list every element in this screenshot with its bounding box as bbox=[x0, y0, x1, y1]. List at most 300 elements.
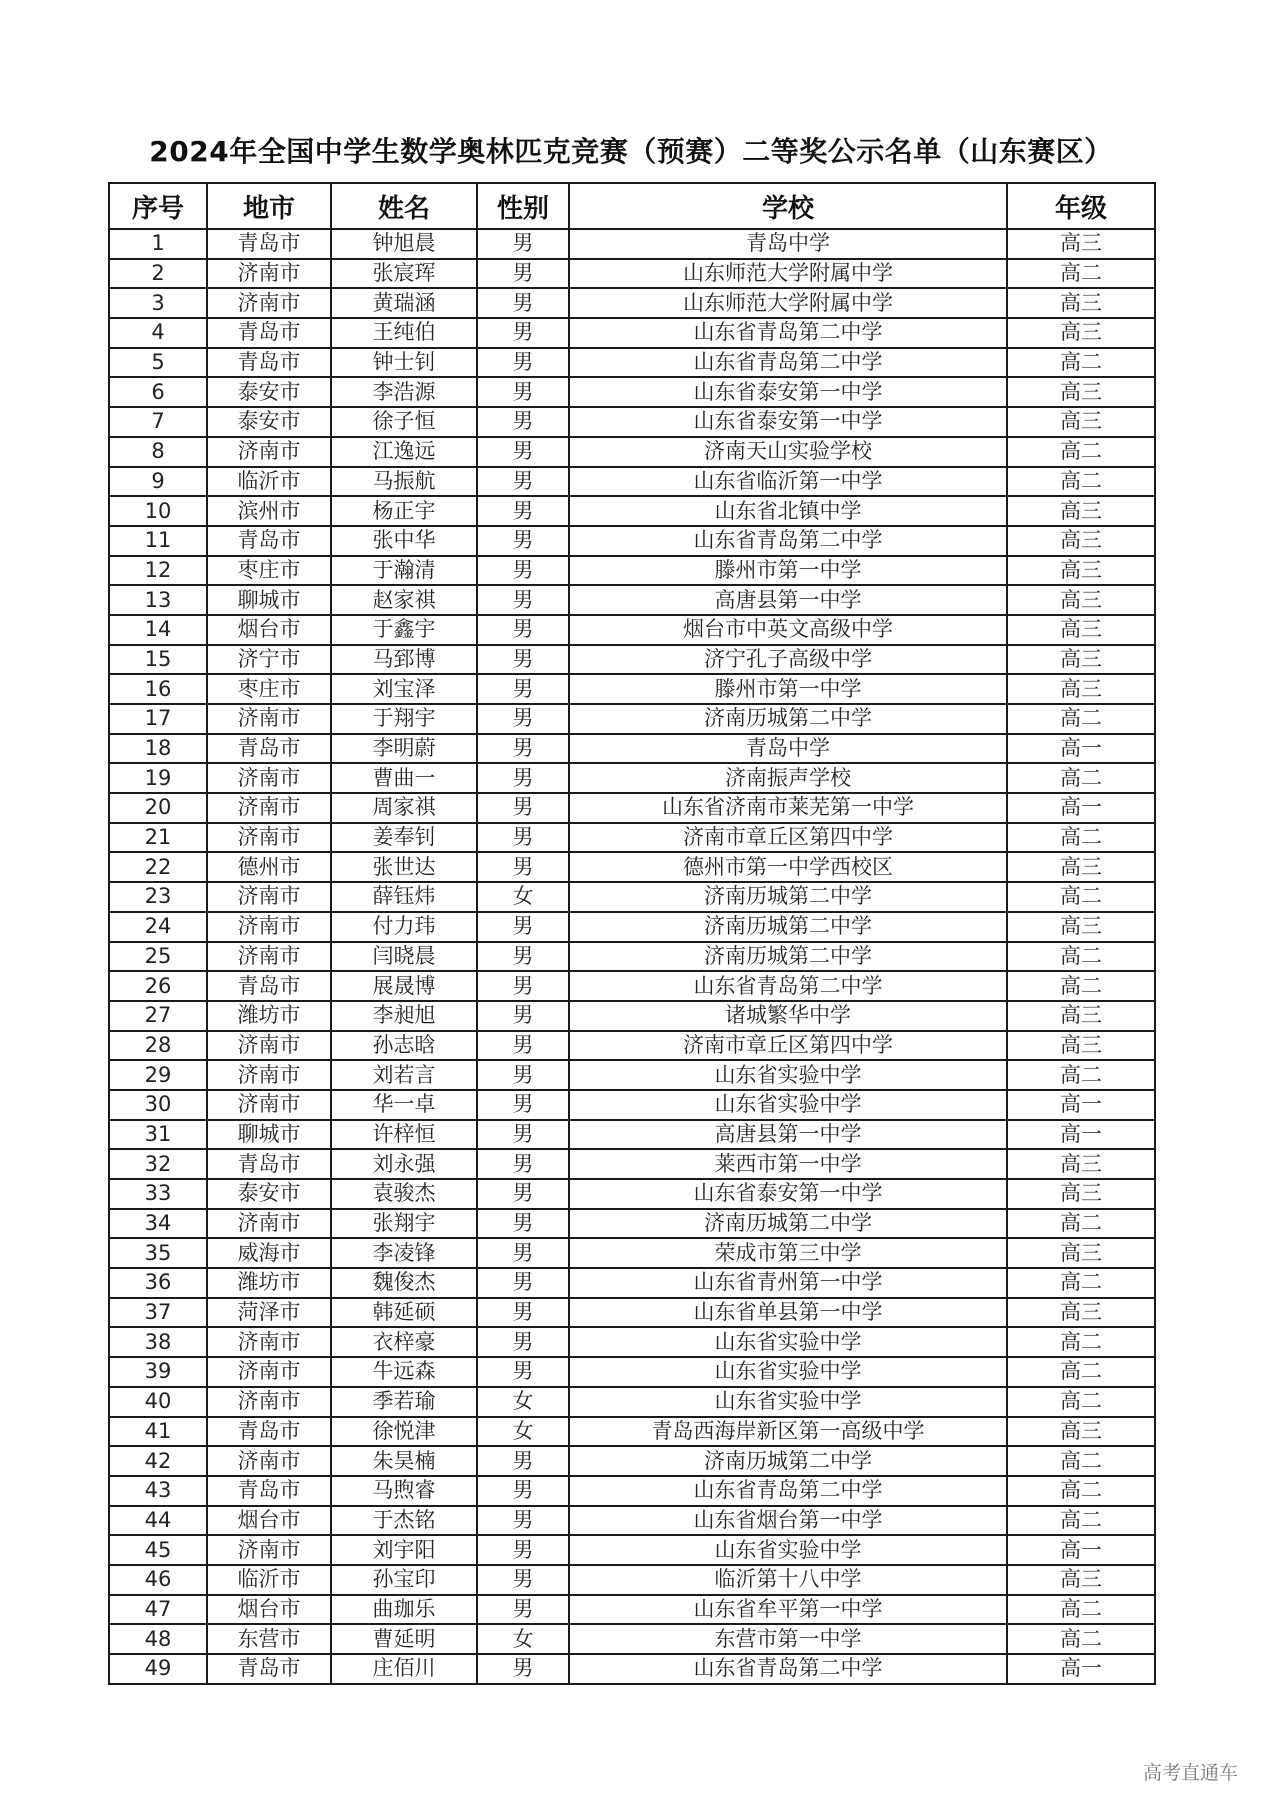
cell-serial: 7 bbox=[109, 407, 207, 437]
cell-grade: 高二 bbox=[1007, 1209, 1155, 1239]
cell-serial: 22 bbox=[109, 852, 207, 882]
cell-name: 李明蔚 bbox=[331, 734, 477, 764]
cell-name: 衣梓豪 bbox=[331, 1327, 477, 1357]
cell-serial: 41 bbox=[109, 1417, 207, 1447]
cell-gender: 男 bbox=[477, 734, 569, 764]
cell-school: 山东省青岛第二中学 bbox=[569, 1476, 1007, 1506]
cell-grade: 高三 bbox=[1007, 1417, 1155, 1447]
table-row bbox=[109, 1595, 1155, 1625]
cell-city: 烟台市 bbox=[207, 1506, 331, 1536]
cell-name: 李浩源 bbox=[331, 377, 477, 407]
cell-city: 青岛市 bbox=[207, 1654, 331, 1684]
cell-gender: 男 bbox=[477, 259, 569, 289]
cell-name: 江逸远 bbox=[331, 437, 477, 467]
cell-school: 东营市第一中学 bbox=[569, 1624, 1007, 1654]
table-row bbox=[109, 1357, 1155, 1387]
table-row bbox=[109, 734, 1155, 764]
table-row bbox=[109, 496, 1155, 526]
page-title: 2024年全国中学生数学奥林匹克竞赛（预赛）二等奖公示名单（山东赛区） bbox=[149, 135, 1113, 168]
cell-school: 烟台市中英文高级中学 bbox=[569, 615, 1007, 645]
cell-gender: 男 bbox=[477, 1209, 569, 1239]
cell-grade: 高三 bbox=[1007, 288, 1155, 318]
cell-gender: 男 bbox=[477, 1327, 569, 1357]
cell-name: 季若瑜 bbox=[331, 1387, 477, 1417]
cell-name: 薛钰炜 bbox=[331, 882, 477, 912]
cell-name: 李凌锋 bbox=[331, 1238, 477, 1268]
cell-grade: 高二 bbox=[1007, 1060, 1155, 1090]
cell-grade: 高三 bbox=[1007, 229, 1155, 259]
cell-school: 山东省实验中学 bbox=[569, 1090, 1007, 1120]
table-row bbox=[109, 585, 1155, 615]
cell-city: 济南市 bbox=[207, 763, 331, 793]
cell-gender: 男 bbox=[477, 1357, 569, 1387]
cell-gender: 男 bbox=[477, 852, 569, 882]
cell-serial: 42 bbox=[109, 1446, 207, 1476]
cell-city: 枣庄市 bbox=[207, 674, 331, 704]
table-row bbox=[109, 229, 1155, 259]
cell-serial: 26 bbox=[109, 971, 207, 1001]
cell-serial: 16 bbox=[109, 674, 207, 704]
cell-name: 闫晓晨 bbox=[331, 942, 477, 972]
table-row bbox=[109, 971, 1155, 1001]
cell-grade: 高二 bbox=[1007, 348, 1155, 378]
cell-school: 荣成市第三中学 bbox=[569, 1238, 1007, 1268]
cell-grade: 高三 bbox=[1007, 377, 1155, 407]
cell-grade: 高二 bbox=[1007, 1327, 1155, 1357]
table-row bbox=[109, 259, 1155, 289]
cell-school: 高唐县第一中学 bbox=[569, 1120, 1007, 1150]
cell-serial: 28 bbox=[109, 1031, 207, 1061]
table-row bbox=[109, 1120, 1155, 1150]
cell-city: 济南市 bbox=[207, 1446, 331, 1476]
cell-serial: 47 bbox=[109, 1595, 207, 1625]
cell-city: 聊城市 bbox=[207, 585, 331, 615]
cell-grade: 高二 bbox=[1007, 1357, 1155, 1387]
cell-school: 德州市第一中学西校区 bbox=[569, 852, 1007, 882]
cell-serial: 23 bbox=[109, 882, 207, 912]
cell-city: 烟台市 bbox=[207, 1595, 331, 1625]
cell-serial: 40 bbox=[109, 1387, 207, 1417]
cell-school: 山东省泰安第一中学 bbox=[569, 1179, 1007, 1209]
cell-school: 山东省青岛第二中学 bbox=[569, 526, 1007, 556]
cell-city: 青岛市 bbox=[207, 526, 331, 556]
cell-name: 曲珈乐 bbox=[331, 1595, 477, 1625]
table-row bbox=[109, 1535, 1155, 1565]
header-school: 学校 bbox=[569, 183, 1007, 229]
cell-name: 马振航 bbox=[331, 467, 477, 497]
table-row bbox=[109, 437, 1155, 467]
cell-serial: 4 bbox=[109, 318, 207, 348]
cell-gender: 男 bbox=[477, 793, 569, 823]
cell-school: 山东省青州第一中学 bbox=[569, 1268, 1007, 1298]
cell-gender: 男 bbox=[477, 1535, 569, 1565]
cell-city: 济南市 bbox=[207, 288, 331, 318]
cell-gender: 男 bbox=[477, 1179, 569, 1209]
table-row bbox=[109, 1268, 1155, 1298]
cell-name: 华一卓 bbox=[331, 1090, 477, 1120]
watermark: 高考直通车 bbox=[1143, 1762, 1239, 1784]
table-body bbox=[109, 229, 1155, 1684]
cell-serial: 49 bbox=[109, 1654, 207, 1684]
cell-city: 泰安市 bbox=[207, 377, 331, 407]
cell-school: 山东省实验中学 bbox=[569, 1357, 1007, 1387]
cell-name: 刘宝泽 bbox=[331, 674, 477, 704]
cell-serial: 34 bbox=[109, 1209, 207, 1239]
cell-name: 孙宝印 bbox=[331, 1565, 477, 1595]
cell-gender: 男 bbox=[477, 971, 569, 1001]
cell-name: 魏俊杰 bbox=[331, 1268, 477, 1298]
table-row bbox=[109, 852, 1155, 882]
cell-city: 济南市 bbox=[207, 942, 331, 972]
table-row bbox=[109, 942, 1155, 972]
cell-grade: 高二 bbox=[1007, 971, 1155, 1001]
cell-city: 青岛市 bbox=[207, 318, 331, 348]
table-row bbox=[109, 1387, 1155, 1417]
cell-grade: 高三 bbox=[1007, 496, 1155, 526]
cell-name: 朱昊楠 bbox=[331, 1446, 477, 1476]
table-row bbox=[109, 1090, 1155, 1120]
cell-grade: 高三 bbox=[1007, 674, 1155, 704]
cell-city: 青岛市 bbox=[207, 1476, 331, 1506]
table-row bbox=[109, 348, 1155, 378]
cell-school: 济南历城第二中学 bbox=[569, 942, 1007, 972]
cell-city: 烟台市 bbox=[207, 615, 331, 645]
table-row bbox=[109, 1238, 1155, 1268]
cell-name: 庄佰川 bbox=[331, 1654, 477, 1684]
cell-gender: 男 bbox=[477, 1595, 569, 1625]
cell-gender: 男 bbox=[477, 407, 569, 437]
cell-grade: 高三 bbox=[1007, 1565, 1155, 1595]
cell-serial: 32 bbox=[109, 1149, 207, 1179]
award-list-table bbox=[108, 182, 1156, 1685]
table-row bbox=[109, 645, 1155, 675]
cell-city: 济南市 bbox=[207, 1060, 331, 1090]
cell-serial: 18 bbox=[109, 734, 207, 764]
cell-city: 威海市 bbox=[207, 1238, 331, 1268]
cell-city: 济宁市 bbox=[207, 645, 331, 675]
cell-serial: 30 bbox=[109, 1090, 207, 1120]
cell-name: 孙志晗 bbox=[331, 1031, 477, 1061]
table-row bbox=[109, 1624, 1155, 1654]
cell-city: 济南市 bbox=[207, 1357, 331, 1387]
cell-grade: 高三 bbox=[1007, 585, 1155, 615]
cell-grade: 高二 bbox=[1007, 704, 1155, 734]
cell-gender: 男 bbox=[477, 674, 569, 704]
cell-city: 济南市 bbox=[207, 1535, 331, 1565]
cell-city: 临沂市 bbox=[207, 467, 331, 497]
cell-school: 山东省北镇中学 bbox=[569, 496, 1007, 526]
cell-grade: 高三 bbox=[1007, 1031, 1155, 1061]
cell-gender: 男 bbox=[477, 645, 569, 675]
cell-name: 付力玮 bbox=[331, 912, 477, 942]
cell-serial: 14 bbox=[109, 615, 207, 645]
cell-serial: 12 bbox=[109, 556, 207, 586]
cell-grade: 高三 bbox=[1007, 1001, 1155, 1031]
cell-name: 展晟博 bbox=[331, 971, 477, 1001]
cell-city: 青岛市 bbox=[207, 229, 331, 259]
cell-school: 滕州市第一中学 bbox=[569, 674, 1007, 704]
cell-school: 山东师范大学附属中学 bbox=[569, 259, 1007, 289]
table-row bbox=[109, 763, 1155, 793]
cell-serial: 10 bbox=[109, 496, 207, 526]
cell-name: 周家祺 bbox=[331, 793, 477, 823]
table-row bbox=[109, 1298, 1155, 1328]
cell-school: 山东省实验中学 bbox=[569, 1327, 1007, 1357]
cell-school: 山东省实验中学 bbox=[569, 1060, 1007, 1090]
cell-gender: 男 bbox=[477, 823, 569, 853]
cell-grade: 高三 bbox=[1007, 1298, 1155, 1328]
cell-school: 济南市章丘区第四中学 bbox=[569, 823, 1007, 853]
cell-grade: 高一 bbox=[1007, 1090, 1155, 1120]
cell-school: 济南天山实验学校 bbox=[569, 437, 1007, 467]
cell-serial: 31 bbox=[109, 1120, 207, 1150]
cell-name: 钟士钊 bbox=[331, 348, 477, 378]
cell-name: 刘永强 bbox=[331, 1149, 477, 1179]
cell-name: 于杰铭 bbox=[331, 1506, 477, 1536]
cell-city: 济南市 bbox=[207, 912, 331, 942]
cell-school: 山东省实验中学 bbox=[569, 1535, 1007, 1565]
cell-grade: 高二 bbox=[1007, 942, 1155, 972]
cell-grade: 高一 bbox=[1007, 1120, 1155, 1150]
cell-city: 青岛市 bbox=[207, 348, 331, 378]
cell-gender: 男 bbox=[477, 288, 569, 318]
cell-serial: 38 bbox=[109, 1327, 207, 1357]
cell-serial: 45 bbox=[109, 1535, 207, 1565]
cell-grade: 高二 bbox=[1007, 1387, 1155, 1417]
cell-gender: 男 bbox=[477, 1001, 569, 1031]
cell-grade: 高三 bbox=[1007, 1149, 1155, 1179]
cell-city: 滨州市 bbox=[207, 496, 331, 526]
table-row bbox=[109, 823, 1155, 853]
cell-city: 济南市 bbox=[207, 704, 331, 734]
cell-gender: 男 bbox=[477, 1090, 569, 1120]
cell-serial: 39 bbox=[109, 1357, 207, 1387]
cell-name: 赵家祺 bbox=[331, 585, 477, 615]
cell-serial: 8 bbox=[109, 437, 207, 467]
cell-name: 张世达 bbox=[331, 852, 477, 882]
cell-city: 聊城市 bbox=[207, 1120, 331, 1150]
cell-grade: 高一 bbox=[1007, 734, 1155, 764]
cell-grade: 高三 bbox=[1007, 615, 1155, 645]
table-row bbox=[109, 1209, 1155, 1239]
cell-serial: 15 bbox=[109, 645, 207, 675]
table-row bbox=[109, 674, 1155, 704]
cell-gender: 男 bbox=[477, 1446, 569, 1476]
cell-gender: 女 bbox=[477, 882, 569, 912]
cell-city: 青岛市 bbox=[207, 1149, 331, 1179]
cell-city: 菏泽市 bbox=[207, 1298, 331, 1328]
cell-school: 山东省单县第一中学 bbox=[569, 1298, 1007, 1328]
cell-school: 山东省青岛第二中学 bbox=[569, 971, 1007, 1001]
cell-grade: 高二 bbox=[1007, 1268, 1155, 1298]
cell-name: 马煦睿 bbox=[331, 1476, 477, 1506]
cell-serial: 48 bbox=[109, 1624, 207, 1654]
cell-gender: 男 bbox=[477, 763, 569, 793]
cell-grade: 高二 bbox=[1007, 763, 1155, 793]
table-row bbox=[109, 882, 1155, 912]
cell-city: 潍坊市 bbox=[207, 1268, 331, 1298]
cell-serial: 29 bbox=[109, 1060, 207, 1090]
cell-city: 青岛市 bbox=[207, 971, 331, 1001]
cell-serial: 20 bbox=[109, 793, 207, 823]
cell-serial: 6 bbox=[109, 377, 207, 407]
cell-name: 王纯伯 bbox=[331, 318, 477, 348]
cell-serial: 37 bbox=[109, 1298, 207, 1328]
cell-grade: 高三 bbox=[1007, 1238, 1155, 1268]
cell-grade: 高三 bbox=[1007, 912, 1155, 942]
cell-city: 青岛市 bbox=[207, 734, 331, 764]
cell-serial: 13 bbox=[109, 585, 207, 615]
cell-city: 临沂市 bbox=[207, 1565, 331, 1595]
cell-serial: 33 bbox=[109, 1179, 207, 1209]
cell-school: 济南历城第二中学 bbox=[569, 704, 1007, 734]
header-gender: 性别 bbox=[477, 183, 569, 229]
cell-school: 山东省实验中学 bbox=[569, 1387, 1007, 1417]
cell-serial: 5 bbox=[109, 348, 207, 378]
cell-school: 高唐县第一中学 bbox=[569, 585, 1007, 615]
cell-grade: 高二 bbox=[1007, 437, 1155, 467]
table-row bbox=[109, 467, 1155, 497]
cell-school: 山东省临沂第一中学 bbox=[569, 467, 1007, 497]
cell-gender: 男 bbox=[477, 585, 569, 615]
cell-gender: 男 bbox=[477, 1476, 569, 1506]
cell-school: 济南历城第二中学 bbox=[569, 912, 1007, 942]
cell-grade: 高一 bbox=[1007, 1535, 1155, 1565]
cell-grade: 高三 bbox=[1007, 407, 1155, 437]
cell-grade: 高二 bbox=[1007, 1446, 1155, 1476]
cell-city: 潍坊市 bbox=[207, 1001, 331, 1031]
cell-school: 山东省泰安第一中学 bbox=[569, 407, 1007, 437]
cell-serial: 9 bbox=[109, 467, 207, 497]
cell-serial: 35 bbox=[109, 1238, 207, 1268]
cell-name: 许梓恒 bbox=[331, 1120, 477, 1150]
cell-serial: 21 bbox=[109, 823, 207, 853]
cell-school: 莱西市第一中学 bbox=[569, 1149, 1007, 1179]
table-row bbox=[109, 912, 1155, 942]
cell-name: 刘宇阳 bbox=[331, 1535, 477, 1565]
cell-grade: 高三 bbox=[1007, 645, 1155, 675]
cell-city: 青岛市 bbox=[207, 1417, 331, 1447]
table-row bbox=[109, 1179, 1155, 1209]
cell-grade: 高三 bbox=[1007, 852, 1155, 882]
table-row bbox=[109, 1149, 1155, 1179]
cell-gender: 男 bbox=[477, 496, 569, 526]
cell-serial: 43 bbox=[109, 1476, 207, 1506]
cell-school: 济南振声学校 bbox=[569, 763, 1007, 793]
cell-gender: 男 bbox=[477, 1268, 569, 1298]
cell-grade: 高一 bbox=[1007, 1654, 1155, 1684]
cell-grade: 高二 bbox=[1007, 882, 1155, 912]
cell-gender: 男 bbox=[477, 1238, 569, 1268]
header-city: 地市 bbox=[207, 183, 331, 229]
cell-name: 张宸珲 bbox=[331, 259, 477, 289]
table-header-row bbox=[109, 183, 1155, 229]
table-row bbox=[109, 1001, 1155, 1031]
cell-city: 济南市 bbox=[207, 437, 331, 467]
cell-school: 山东省青岛第二中学 bbox=[569, 318, 1007, 348]
table-row bbox=[109, 1446, 1155, 1476]
cell-name: 姜奉钊 bbox=[331, 823, 477, 853]
cell-school: 滕州市第一中学 bbox=[569, 556, 1007, 586]
cell-city: 济南市 bbox=[207, 823, 331, 853]
cell-grade: 高三 bbox=[1007, 1179, 1155, 1209]
cell-gender: 男 bbox=[477, 1654, 569, 1684]
cell-name: 张翔宇 bbox=[331, 1209, 477, 1239]
cell-grade: 高三 bbox=[1007, 318, 1155, 348]
table-row bbox=[109, 615, 1155, 645]
table-row bbox=[109, 1565, 1155, 1595]
table-row bbox=[109, 1417, 1155, 1447]
cell-gender: 男 bbox=[477, 704, 569, 734]
cell-grade: 高二 bbox=[1007, 1476, 1155, 1506]
cell-serial: 25 bbox=[109, 942, 207, 972]
cell-name: 李昶旭 bbox=[331, 1001, 477, 1031]
cell-city: 济南市 bbox=[207, 1209, 331, 1239]
cell-grade: 高二 bbox=[1007, 823, 1155, 853]
cell-gender: 男 bbox=[477, 615, 569, 645]
cell-name: 曹延明 bbox=[331, 1624, 477, 1654]
cell-name: 张中华 bbox=[331, 526, 477, 556]
cell-city: 济南市 bbox=[207, 793, 331, 823]
cell-school: 济宁孔子高级中学 bbox=[569, 645, 1007, 675]
cell-gender: 男 bbox=[477, 348, 569, 378]
cell-gender: 男 bbox=[477, 526, 569, 556]
table-row bbox=[109, 407, 1155, 437]
cell-name: 黄瑞涵 bbox=[331, 288, 477, 318]
cell-school: 诸城繁华中学 bbox=[569, 1001, 1007, 1031]
cell-gender: 男 bbox=[477, 467, 569, 497]
cell-gender: 男 bbox=[477, 556, 569, 586]
cell-school: 青岛中学 bbox=[569, 229, 1007, 259]
cell-school: 济南历城第二中学 bbox=[569, 1209, 1007, 1239]
cell-school: 山东省青岛第二中学 bbox=[569, 1654, 1007, 1684]
cell-school: 山东省泰安第一中学 bbox=[569, 377, 1007, 407]
cell-school: 济南历城第二中学 bbox=[569, 882, 1007, 912]
table-row bbox=[109, 1506, 1155, 1536]
cell-name: 钟旭晨 bbox=[331, 229, 477, 259]
header-serial: 序号 bbox=[109, 183, 207, 229]
cell-gender: 男 bbox=[477, 318, 569, 348]
cell-serial: 19 bbox=[109, 763, 207, 793]
cell-gender: 男 bbox=[477, 377, 569, 407]
table-row bbox=[109, 318, 1155, 348]
cell-serial: 17 bbox=[109, 704, 207, 734]
cell-gender: 男 bbox=[477, 1298, 569, 1328]
cell-gender: 男 bbox=[477, 1506, 569, 1536]
cell-school: 临沂第十八中学 bbox=[569, 1565, 1007, 1595]
cell-gender: 女 bbox=[477, 1624, 569, 1654]
cell-name: 牛远森 bbox=[331, 1357, 477, 1387]
cell-city: 济南市 bbox=[207, 1090, 331, 1120]
cell-grade: 高三 bbox=[1007, 556, 1155, 586]
table-row bbox=[109, 288, 1155, 318]
cell-grade: 高二 bbox=[1007, 259, 1155, 289]
cell-city: 济南市 bbox=[207, 259, 331, 289]
table-row bbox=[109, 1327, 1155, 1357]
cell-gender: 男 bbox=[477, 1565, 569, 1595]
cell-school: 山东省牟平第一中学 bbox=[569, 1595, 1007, 1625]
cell-name: 刘若言 bbox=[331, 1060, 477, 1090]
cell-city: 济南市 bbox=[207, 882, 331, 912]
cell-school: 山东师范大学附属中学 bbox=[569, 288, 1007, 318]
cell-serial: 1 bbox=[109, 229, 207, 259]
cell-city: 枣庄市 bbox=[207, 556, 331, 586]
cell-name: 徐悦津 bbox=[331, 1417, 477, 1447]
cell-school: 济南市章丘区第四中学 bbox=[569, 1031, 1007, 1061]
cell-name: 徐子恒 bbox=[331, 407, 477, 437]
cell-name: 曹曲一 bbox=[331, 763, 477, 793]
cell-city: 济南市 bbox=[207, 1031, 331, 1061]
